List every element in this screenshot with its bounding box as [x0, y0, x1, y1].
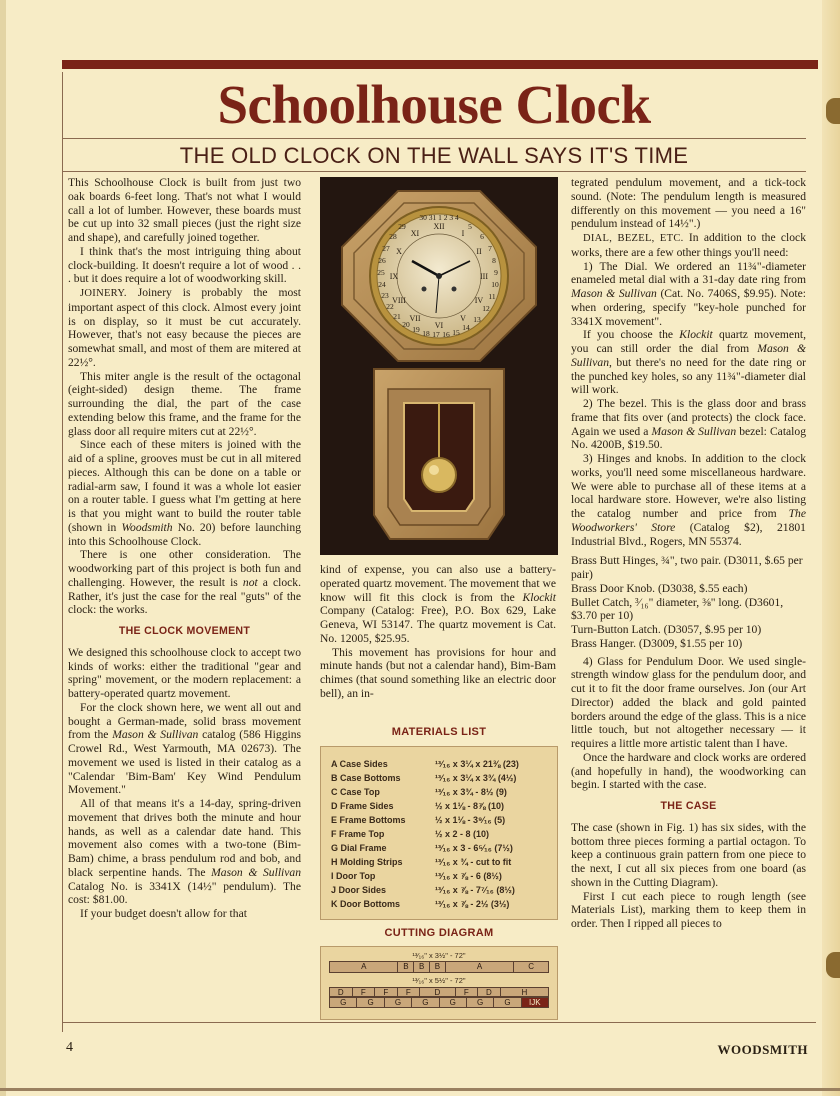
date-ring-number: 12 — [482, 304, 490, 313]
section-heading: THE CASE — [660, 800, 717, 812]
part-dimensions: ½ x 2 - 8 (10) — [435, 829, 490, 839]
date-ring-number: 21 — [393, 312, 401, 321]
part-dimensions: ¹³⁄₁₆ x ⅞ - 7⁷⁄₁₆ (8½) — [435, 885, 515, 895]
board-part: G — [330, 998, 357, 1007]
dial-numeral: V — [460, 314, 466, 323]
part-name: K Door Bottoms — [331, 899, 400, 909]
paragraph: tegrated pendulum movement, and a tick-tock sound. (Note: The pendulum length is measured differently on this movement — you need a 16" pendulum instead of 14½".) — [571, 176, 806, 231]
dial-numeral: XII — [433, 222, 445, 231]
date-ring-number: 26 — [378, 256, 386, 265]
paragraph — [571, 328, 806, 397]
part-name: G Dial Frame — [331, 843, 387, 853]
date-ring-number: 28 — [389, 232, 397, 241]
winding-arbor — [452, 287, 457, 292]
part-name: D Frame Sides — [331, 801, 394, 811]
date-ring-number: 23 — [381, 291, 389, 300]
board-part: IJK — [522, 998, 548, 1007]
paragraph — [571, 260, 806, 329]
board-2-bottom — [329, 997, 549, 1008]
paragraph-text: Joinery is probably the most important aspect of this clock. Almost every joint is on display, so it must be cut accurately. However, that's not easy because the pieces are somewhat small, and most of them are mitered at 22½°. — [68, 286, 301, 369]
cutting-diagram — [320, 946, 558, 1020]
paragraph-text: In addition to the clock works, there are a few other things you'll need: — [571, 231, 807, 259]
subtitle-divider — [62, 171, 806, 172]
page-tab-marker — [826, 98, 840, 124]
board-part: H — [521, 988, 528, 997]
part-name: C Case Top — [331, 787, 380, 797]
page-number: 4 — [66, 1040, 73, 1055]
date-ring-number: 14 — [462, 323, 470, 332]
board-part: D — [478, 988, 501, 996]
board-part: G — [494, 998, 521, 1007]
board-part: C — [528, 962, 535, 971]
paragraph-text: If you choose the — [583, 328, 680, 342]
dial-numeral: VII — [409, 314, 421, 323]
part-dimensions: ¹³⁄₁₆ x 3 - 6⁵⁄₁₆ (7½) — [435, 843, 513, 853]
board-part: F — [353, 988, 376, 996]
date-ring-number: 15 — [452, 328, 460, 337]
italic-text: Woodsmith — [121, 520, 173, 534]
section-heading: THE CLOCK MOVEMENT — [118, 625, 251, 637]
bottom-edge-line — [0, 1088, 840, 1091]
text-column-1 — [68, 176, 301, 921]
paragraph-text: catalog (586 Higgins Crowel Rd., West Yarmouth, MA 02673). The movement we used is listed in their catalog as a "Calendar 'Bim-Bam' Key Wind Pendulum Movement." — [68, 728, 302, 797]
board-part: B — [398, 962, 414, 972]
italic-text: Mason & Sullivan — [112, 728, 199, 742]
italic-text: The Woodworkers' Store — [571, 507, 806, 534]
title-divider — [62, 138, 806, 139]
part-name: J Door Sides — [331, 885, 387, 895]
article-title: Schoolhouse Clock — [217, 74, 651, 135]
dial-numeral: IX — [389, 272, 399, 281]
part-dimensions: ¹³⁄₁₆ x 3¾ - 8½ (9) — [435, 787, 507, 797]
board-part: A — [446, 962, 514, 972]
paragraph-text: Since each of these miters is joined with the aid of a spline, grooves must be cut in all mitered pieces. Although this can be done on a table or radial-arm saw, I found it was a whole lot easier on a router table. I guess what I'm getting at here is that you might want to build the router table (shown in — [68, 438, 301, 534]
paragraph: This movement has provisions for hour and minute hands (but not a calendar hand), Bim-Bam chimes (that sound something like an electric door bell), an in- — [320, 645, 556, 700]
clock-illustration — [320, 177, 558, 555]
date-ring-number: 29 — [398, 222, 406, 231]
hardware-item: Brass Butt Hinges, ¾", two pair. (D3011, $.65 per pair) — [571, 554, 803, 581]
paragraph-text: Catalog No. is 3341X (14½" pendulum). The cost: $81.00. — [68, 879, 301, 907]
date-ring-number: 22 — [386, 302, 394, 311]
materials-list-table — [320, 746, 558, 920]
italic-text: Mason & Sullivan — [571, 342, 806, 369]
date-ring-top: 30 31 1 2 3 4 — [419, 213, 459, 222]
board-part: D — [420, 988, 455, 996]
paragraph-text: All of that means it's a 14-day, spring-driven movement that drives both the minute and hour hands, as well as a calendar date hand. This movement also comes with a two-tone (Bim-Bam) chime, a brass pendulum rod and bob, and black serpentine hands. The — [68, 797, 301, 879]
dial-numeral: I — [461, 229, 465, 238]
paragraph — [68, 438, 301, 548]
paragraph — [320, 563, 556, 646]
date-ring-number: 7 — [488, 244, 492, 253]
hardware-item: Brass Hanger. (D3009, $1.55 per 10) — [571, 636, 743, 650]
cutting-diagram-heading: CUTTING DIAGRAM — [384, 927, 494, 939]
italic-text: Mason & Sullivan — [651, 424, 737, 438]
dial-numeral: XI — [410, 229, 420, 238]
date-ring-number: 20 — [402, 320, 410, 329]
dial-numeral: VIII — [392, 296, 406, 305]
board-part: A — [330, 962, 398, 972]
board-part: D — [330, 988, 353, 996]
date-ring-number: 6 — [480, 232, 484, 241]
date-ring-number: 8 — [492, 256, 496, 265]
hardware-item: Bullet Catch, ³⁄₁₆" diameter, ⅜" long. (D3601, $3.70 per 10) — [571, 595, 784, 623]
page-binding-edge — [0, 0, 6, 1096]
part-name: A Case Sides — [331, 759, 388, 769]
paragraph — [571, 231, 806, 260]
part-dimensions: ¹³⁄₁₆ x 3¼ x 21⅜ (23) — [435, 759, 519, 769]
paragraph-text: No. 20) before launching into this Schoolhouse Clock. — [68, 520, 301, 548]
paragraph: If your budget doesn't allow for that — [80, 907, 247, 920]
clock-photo — [320, 177, 558, 555]
dial-numeral: IV — [474, 296, 484, 305]
italic-text: Klockit — [679, 328, 713, 342]
text-column-3 — [571, 176, 806, 931]
board-1 — [329, 961, 549, 973]
paragraph-text: bezel: Catalog No. 4200B, $19.50. — [571, 424, 806, 452]
date-ring-number: 25 — [377, 268, 385, 277]
paragraph-text: 2) The bezel. This is the glass door and brass frame that fits over (and protects) the clock face. Again we used a — [571, 397, 806, 438]
article-subtitle: THE OLD CLOCK ON THE WALL SAYS IT'S TIME — [179, 143, 689, 168]
winding-arbor — [422, 287, 427, 292]
board-part: G — [440, 998, 467, 1007]
italic-text: Mason & Sullivan — [571, 287, 657, 300]
paragraph — [68, 548, 301, 617]
date-ring-number: 19 — [412, 325, 420, 334]
board-part: G — [385, 998, 412, 1007]
dial-numeral: III — [480, 272, 488, 281]
italic-text: not — [242, 575, 258, 589]
board-1-dimension: ¹³⁄₁₆" x 3½" - 72" — [412, 951, 466, 960]
date-ring-number: 13 — [473, 315, 481, 324]
page-right-edge — [822, 0, 840, 1096]
page-tab-marker — [826, 952, 840, 978]
italic-text: Klockit — [522, 590, 556, 604]
date-ring-number: 9 — [494, 268, 498, 277]
paragraph — [571, 452, 806, 548]
left-margin-rule — [62, 72, 63, 1032]
italic-text: Mason & Sullivan — [211, 865, 302, 879]
paragraph-text: (Cat. No. 7406S, $9.95). Note: when ordering, specify "key-hole punched for 3341X movement". — [571, 287, 807, 328]
paragraph — [571, 397, 806, 452]
date-ring-number: 27 — [382, 244, 390, 253]
part-dimensions: ½ x 1⅛ - 3⁹⁄₁₆ (5) — [435, 815, 506, 825]
part-name: E Frame Bottoms — [331, 815, 406, 825]
part-name: B Case Bottoms — [331, 773, 401, 783]
date-ring-number: 11 — [488, 292, 496, 301]
run-in-head: DIAL, BEZEL, ETC. — [583, 233, 684, 244]
paragraph-text: , but there's no need for the date ring or the punched key holes, so any 11¾"-diameter dial will work. — [571, 355, 806, 397]
run-in-head: JOINERY. — [80, 288, 127, 299]
paragraph: This Schoolhouse Clock is built from just two oak boards 6-feet long. That's not what I would call a lot of lumber. However, these boards must be cut up into 32 small pieces (just the right size and shape), and carefully joined together. — [68, 176, 301, 244]
dial-numeral: VI — [434, 321, 444, 330]
board-part: B — [414, 962, 430, 972]
part-dimensions: ¹³⁄₁₆ x ¾ - cut to fit — [435, 857, 512, 867]
board-part: B — [430, 962, 446, 972]
hardware-item: Brass Door Knob. (D3038, $.55 each) — [571, 581, 748, 595]
paragraph: We designed this schoolhouse clock to accept two kinds of works: either the traditional "gear and spring" movement, or the modern replacement: a battery-operated quartz movement. — [68, 645, 301, 700]
part-dimensions: ¹³⁄₁₆ x 3¼ x 3¾ (4½) — [435, 773, 517, 783]
magazine-name: WOODSMITH — [717, 1042, 808, 1057]
paragraph: 4) Glass for Pendulum Door. We used single-strength window glass for the pendulum door, and cut it to fit the door frame ourselves. Jon (our Art Director) added the black and gold painted borders around the edge of the glass. This is a nice little touch, but not altogether necessary — it requires a little more artistic talent than I have. — [571, 654, 806, 750]
paragraph: The case (shown in Fig. 1) has six sides, with the bottom three pieces forming a partial octagon. To keep a continuous grain pattern from one piece to the next, I cut all six pieces from one board (as shown in the Cutting Diagram). — [571, 820, 806, 889]
paragraph: This miter angle is the result of the octagonal (eight-sided) design theme. The frame surrounding the dial, the part of the case extending below this frame, and the frame for the glass door all require miters cut at 22½°. — [68, 369, 301, 438]
paragraph-text: 3) Hinges and knobs. In addition to the clock works, you'll need some miscellaneous hardware. We were able to purchase all of these items at a local hardware store. However, we're also listing the catalog number and price from — [571, 452, 806, 520]
date-ring-number: 18 — [422, 329, 430, 338]
board-part: F — [375, 988, 398, 996]
board-2-dimension: ¹³⁄₁₆" x 5½" - 72" — [412, 976, 466, 985]
paragraph — [68, 797, 301, 907]
paragraph-text: quartz movement, you can still order the dial from — [571, 328, 806, 355]
paragraph: First I cut each piece to rough length (see Materials List), marking them to keep them in order. Then I ripped all pieces to — [571, 889, 806, 930]
part-dimensions: ¹³⁄₁₆ x ⅞ - 6 (8½) — [435, 871, 502, 881]
board-part: F — [456, 988, 479, 996]
materials-list-heading: MATERIALS LIST — [391, 726, 487, 738]
dial-numeral: X — [396, 247, 402, 256]
date-ring-number: 24 — [378, 280, 386, 289]
part-name: I Door Top — [331, 871, 376, 881]
dial-numeral: II — [476, 247, 482, 256]
hardware-item: Turn-Button Latch. (D3057, $.95 per 10) — [571, 623, 762, 636]
paragraph-text: 1) The Dial. We ordered an 11¾"-diameter enameled metal dial with a 31-day date ring from — [571, 259, 806, 287]
board-2-top — [329, 987, 549, 997]
board-part: G — [412, 998, 439, 1007]
paragraph — [68, 286, 301, 370]
paragraph-text: Company (Catalog: Free), P.O. Box 629, Lake Geneva, WI 53147. The quartz movement is Cat. No. 12005, $25.95. — [320, 604, 556, 645]
paragraph-text: a clock. Rather, it's just the case for the real "guts" of the clock: the works. — [68, 575, 301, 617]
paragraph-text: (Catalog $2), 21801 Industrial Blvd., Rogers, MN 55374. — [571, 520, 806, 548]
text-column-2 — [320, 563, 556, 701]
board-part: G — [357, 998, 384, 1007]
paragraph-text: There is one other consideration. The woodworking part of this project is both fun and challenging. However, the result is — [68, 548, 301, 589]
footer-rule — [62, 1022, 816, 1023]
header-rule — [62, 60, 818, 69]
paragraph-text: kind of expense, you can also use a battery-operated quartz movement. The movement that we know will fit this clock is from the — [320, 563, 556, 604]
paragraph: Once the hardware and clock works are ordered (and hopefully in hand), the woodworking can begin. I started with the case. — [571, 750, 806, 792]
part-name: F Frame Top — [331, 829, 385, 839]
board-part: G — [467, 998, 494, 1007]
paragraph: I think that's the most intriguing thing about clock-building. It doesn't require a lot of wood . . . but it does require a lot of woodworking skill. — [68, 244, 301, 286]
part-dimensions: ¹³⁄₁₆ x ⅞ - 2½ (3½) — [435, 899, 510, 909]
date-ring-number: 10 — [491, 280, 499, 289]
date-ring-number: 5 — [468, 222, 472, 231]
date-ring-number: 17 — [432, 330, 440, 339]
paragraph — [68, 701, 301, 797]
part-dimensions: ½ x 1⅛ - 8⅞ (10) — [435, 801, 505, 811]
date-ring-number: 16 — [442, 330, 450, 339]
part-name: H Molding Strips — [331, 857, 403, 867]
paragraph-text: For the clock shown here, we went all out and bought a German-made, solid brass movement from the — [68, 700, 301, 742]
board-part: F — [398, 988, 421, 996]
